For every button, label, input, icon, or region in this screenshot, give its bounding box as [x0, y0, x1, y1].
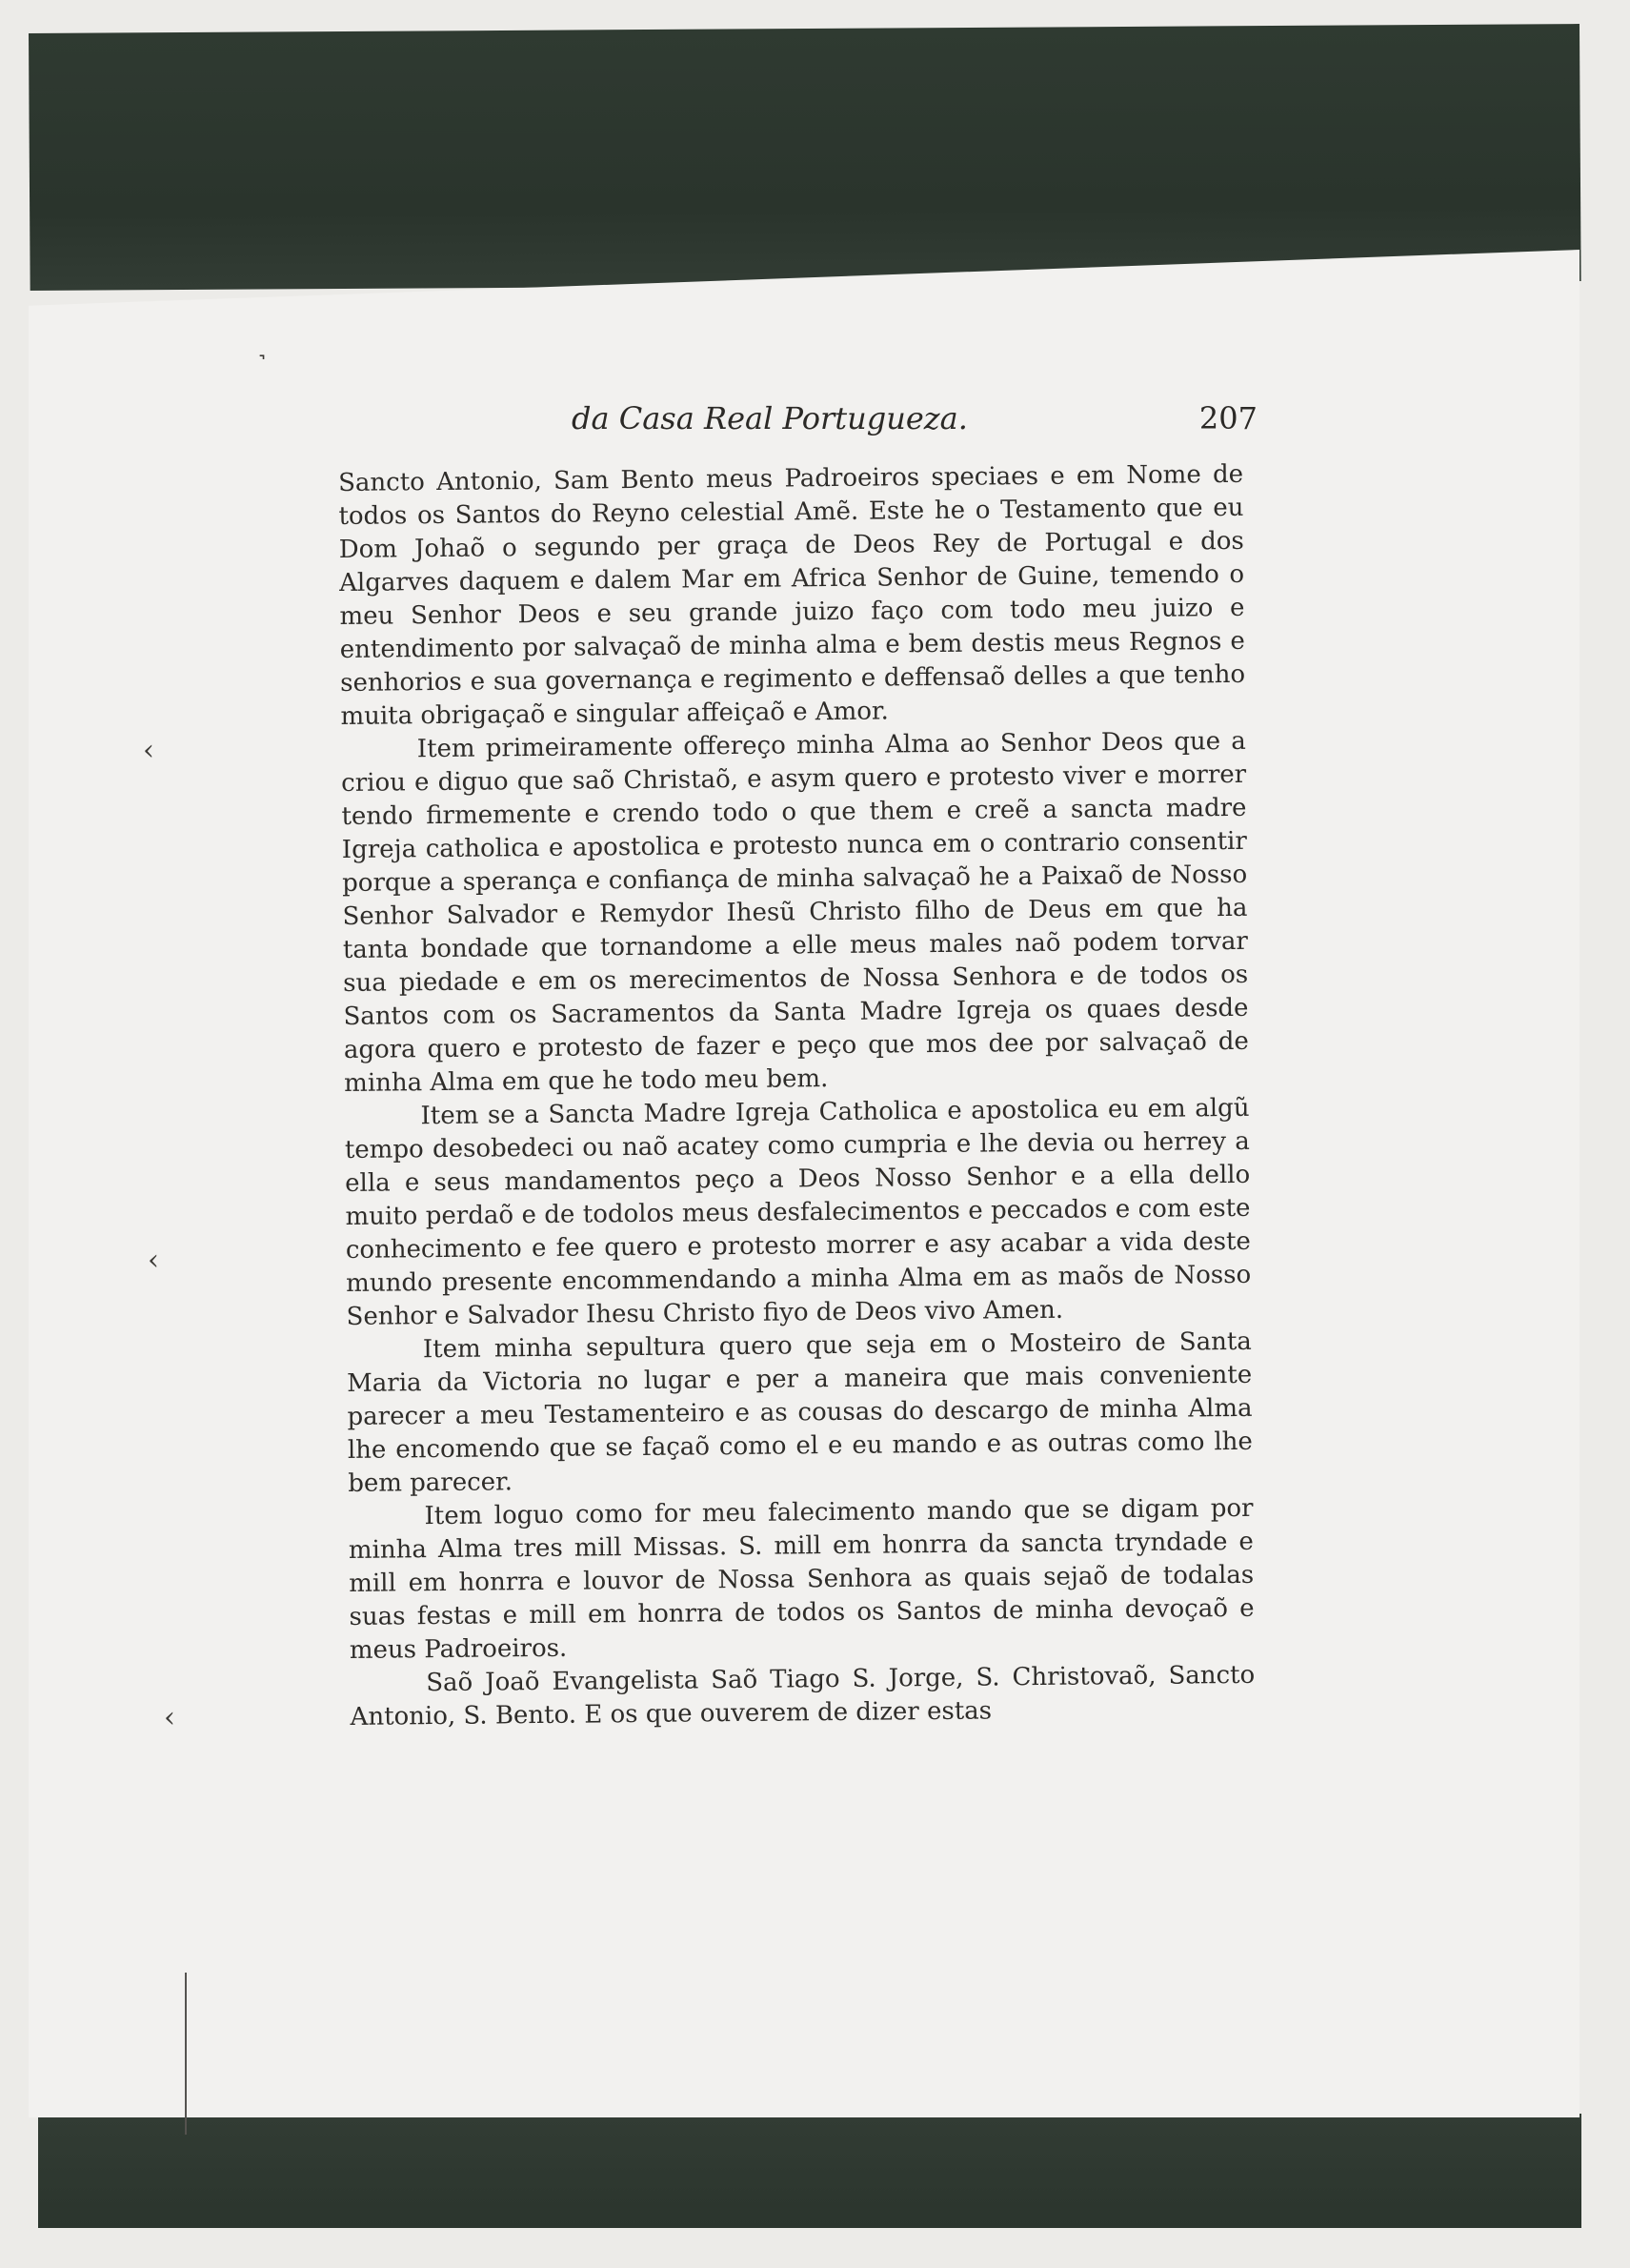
- dark-backing-bottom: [38, 2114, 1581, 2228]
- fold-mark: [185, 1973, 187, 2135]
- paragraph: Item loguo como for meu falecimento mando que se digam por minha Alma tres mill Missas. S. mill em honrra da sancta tryndade e mill em honrra e louvor de Nossa Senhora as quais sejaõ de todalas suas festas e mill em honrra de todos os Santos de minha devoçaõ e meus Padroeiros.: [348, 1493, 1255, 1665]
- dark-backing-top: [29, 24, 1581, 291]
- speck-mark: ‹: [143, 734, 154, 767]
- paragraph: Saõ Joaõ Evangelista Saõ Tiago S. Jorge, S. Christovaõ, Sancto Antonio, S. Bento. E os que ouverem de dizer estas: [350, 1660, 1256, 1731]
- body-text: [338, 458, 1256, 1734]
- page-header: [572, 400, 1258, 457]
- speck-mark: ‹: [164, 1701, 175, 1734]
- paragraph: Item se a Sancta Madre Igreja Catholica e apostolica eu em algũ tempo desobedeci ou naõ acatey como cumpria e lhe devia ou herrey a ella e seus mandamentos peço a Deos Nosso Senhor e a ella dello muito perdaõ e de todolos meus desfalecimentos e peccados e com este conhecimento e fee quero e protesto morrer e asy acabar a vida deste mundo presente encommendando a minha Alma em as maõs de Nosso Senhor e Salvador Ihesu Christo fiyo de Deos vivo Amen.: [344, 1093, 1252, 1331]
- page-number: 207: [1198, 400, 1258, 436]
- running-title: da Casa Real Portugueza.: [572, 400, 968, 436]
- speck-mark: ‹: [148, 1244, 159, 1277]
- paragraph: Item primeiramente offereço minha Alma ao Senhor Deos que a criou e diguo que saõ Christaõ, e asym quero e protesto viver e morrer tendo firmemente e crendo todo o que them e creẽ a sancta madre Igreja catholica e apostolica e protesto nunca em o contrario consentir porque a sperança e confiança de minha salvaçaõ he a Paixaõ de Nosso Senhor Salvador e Remydor Ihesũ Christo filho de Deus em que ha tanta bondade que tornandome a elle meus males naõ podem torvar sua piedade e em os merecimentos de Nossa Senhora e de todos os Santos com os Sacramentos da Santa Madre Igreja os quaes desde agora quero e protesto de fazer e peço que mos dee por salvaçaõ de minha Alma em que he todo meu bem.: [341, 726, 1249, 1098]
- paragraph: Sancto Antonio, Sam Bento meus Padroeiros speciaes e em Nome de todos os Santos do Reyno celestial Amẽ. Este he o Testamento que eu Dom Johaõ o segundo per graça de Deos Rey de Portugal e dos Algarves daquem e dalem Mar em Africa Senhor de Guine, temendo o meu Senhor Deos e seu grande juizo faço com todo meu juizo e entendimento por salvaçaõ de minha alma e bem destis meus Regnos e senhorios e sua governança e regimento e deffensaõ delles a que tenho muita obrigaçaõ e singular affeiçaõ e Amor.: [338, 459, 1246, 731]
- speck-mark: ˺: [257, 348, 267, 381]
- paragraph: Item minha sepultura quero que seja em o Mosteiro de Santa Maria da Victoria no lugar e per a maneira que mais conveniente parecer a meu Testamenteiro e as cousas do descargo de minha Alma lhe encomendo que se façaõ como el e eu mando e as outras como lhe bem parecer.: [347, 1326, 1254, 1498]
